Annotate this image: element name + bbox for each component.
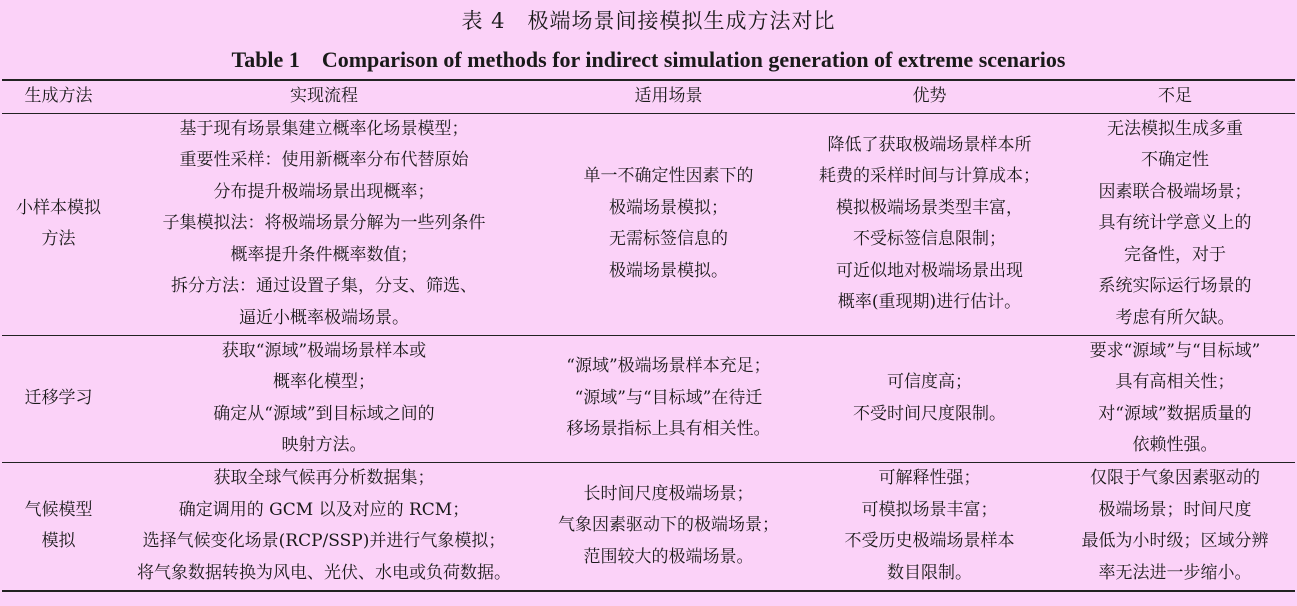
cell-line: 无法模拟生成多重 [1107,118,1243,139]
cell-line: 极端场景模拟； [609,197,728,218]
cell-line: 具有高相关性； [1115,372,1235,392]
cell-line: 获取“源域”极端场景样本或 [221,340,427,361]
cell-line: 最低为小时级；区域分辨 [1081,531,1269,551]
cell-line: 可模拟场景丰富； [861,499,998,520]
cell-line: 要求“源域”与“目标域” [1089,340,1261,361]
comparison-table [2,81,1295,592]
cell-line: 因素联合极端场景； [1098,181,1252,202]
cell-line: 确定从“源域”到目标域之间的 [213,403,435,424]
cell-line: 概率提升条件概率数值； [230,244,418,265]
cell-line: 方法 [41,229,76,249]
header-advantage: 优势 [912,86,947,106]
cell-line: 极端场景模拟。 [609,260,728,281]
cell-line: 概率化模型； [273,372,375,392]
advantage-cell [804,335,1055,462]
method-cell [2,462,115,591]
cell-line: 将气象数据转换为风电、光伏、水电或负荷数据。 [137,562,511,583]
cell-line: 拆分方法：通过设置子集，分支、筛选、 [171,276,477,297]
header-row [2,81,1295,113]
cell-line: 子集模拟法：将极端场景分解为一些列条件 [162,213,486,234]
method-cell [2,335,115,462]
table-row [2,113,1295,335]
header-shortcoming: 不足 [1158,86,1192,106]
cell-line: 具有统计学意义上的 [1098,213,1252,234]
table-row [2,462,1295,591]
process-cell [115,113,533,335]
scenario-cell [533,462,804,591]
cell-line: 数目限制。 [887,562,972,583]
cell-line: 不确定性 [1141,150,1209,171]
table-row [2,335,1295,462]
cell-line: 移场景指标上具有相关性。 [566,419,771,440]
cell-line: 可近似地对极端场景出现 [836,260,1023,281]
advantage-cell [804,113,1055,335]
cell-line: 小样本模拟 [16,197,101,218]
cell-line: 完备性，对于 [1124,244,1226,265]
cell-line: 基于现有场景集建立概率化场景模型； [179,118,469,139]
cell-line: “源域”极端场景样本充足； [566,356,771,377]
cell-line: 重要性采样：使用新概率分布代替原始 [179,150,469,171]
cell-line: 可解释性强； [878,468,981,488]
shortcoming-cell [1055,113,1295,335]
scenario-cell [533,335,804,462]
cell-line: 长时间尺度极端场景； [583,483,754,504]
process-cell [115,335,533,462]
cell-line: 选择气候变化场景(RCP/SSP)并进行气象模拟； [142,531,506,551]
cell-line: “源域”与“目标域”在待迁 [574,387,763,408]
cell-line: 不受标签信息限制； [853,229,1006,249]
table-title-en: Table 1 Comparison of methods for indirect simulation generation of extreme scenarios [231,47,1066,72]
header-process: 实现流程 [290,86,358,106]
cell-line: 仅限于气象因素驱动的 [1090,468,1260,488]
table-title-cn: 表 4 极端场景间接模拟生成方法对比 [461,9,836,33]
cell-line: 模拟 [41,531,76,551]
cell-line: 获取全球气候再分析数据集； [213,468,435,488]
cell-line: 率无法进一步缩小。 [1098,562,1252,583]
header-scenario: 适用场景 [634,86,703,106]
cell-line: 极端场景；时间尺度 [1098,499,1252,520]
shortcoming-cell [1055,335,1295,462]
cell-line: 气象因素驱动下的极端场景； [558,515,779,536]
cell-line: 分布提升极端场景出现概率； [213,181,435,202]
cell-line: 依赖性强。 [1132,435,1218,455]
shortcoming-cell [1055,462,1295,591]
cell-line: 模拟极端场景类型丰富， [836,197,1023,218]
cell-line: 对“源域”数据质量的 [1098,403,1252,424]
scenario-cell [533,113,804,335]
cell-line: 气候模型 [24,499,93,520]
cell-line: 单一不确定性因素下的 [583,166,754,186]
cell-line: 范围较大的极端场景。 [583,546,754,567]
cell-line: 概率(重现期)进行估计。 [837,292,1022,312]
cell-line: 降低了获取极端场景样本所 [827,134,1032,155]
cell-line: 系统实际运行场景的 [1098,276,1252,297]
header-method: 生成方法 [24,86,93,106]
process-cell [115,462,533,591]
cell-line: 不受历史极端场景样本 [844,531,1015,551]
cell-line: 不受时间尺度限制。 [853,403,1006,424]
method-cell [2,113,115,335]
cell-line: 无需标签信息的 [609,229,728,249]
cell-line: 逼近小概率极端场景。 [239,307,409,328]
cell-line: 映射方法。 [281,435,367,455]
advantage-cell [804,462,1055,591]
cell-line: 考虑有所欠缺。 [1115,307,1235,328]
cell-line: 确定调用的 GCM 以及对应的 RCM； [178,499,470,520]
cell-line: 耗费的采样时间与计算成本； [819,166,1040,186]
cell-line: 可信度高； [887,372,972,392]
cell-line: 迁移学习 [24,387,93,408]
